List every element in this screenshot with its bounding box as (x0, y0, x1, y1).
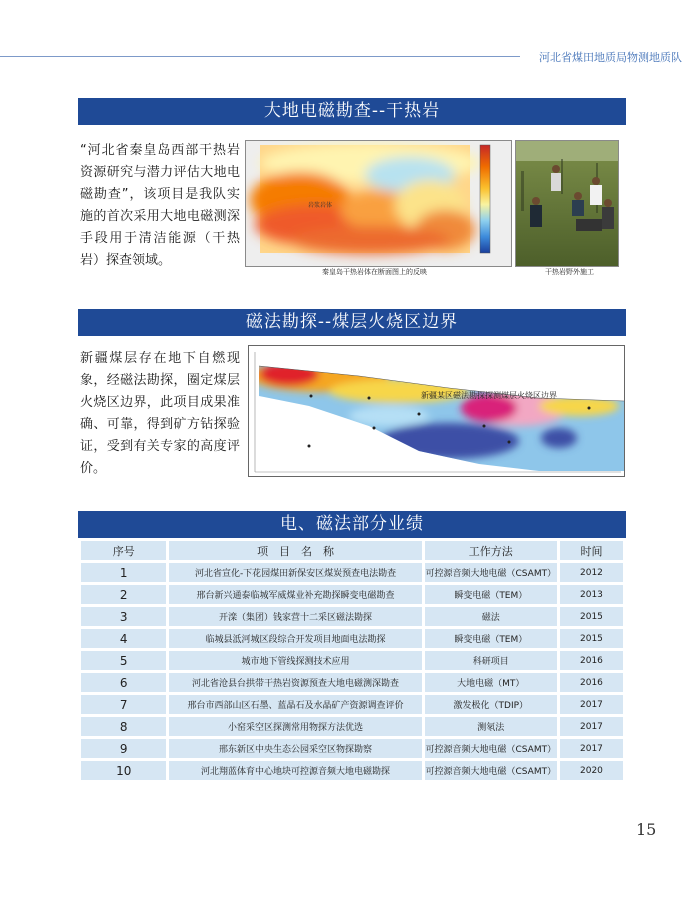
row-method: 磁法 (425, 607, 557, 626)
header-index: 序号 (81, 541, 166, 560)
row-project: 河北省宣化-下花园煤田新保安区煤炭预查电法勘查 (169, 563, 421, 582)
table-row (81, 695, 623, 714)
table-row (81, 629, 623, 648)
row-method: 大地电磁（MT） (425, 673, 557, 692)
row-project: 小窑采空区探测常用物探方法优选 (169, 717, 421, 736)
header-method: 工作方法 (425, 541, 557, 560)
row-project: 邢东新区中央生态公园采空区物探勘察 (169, 739, 421, 758)
row-index: 6 (81, 673, 166, 692)
row-year: 2015 (560, 607, 623, 626)
resistivity-map (246, 141, 511, 266)
row-project: 河北翔蓝体育中心地块可控源音频大地电磁勘探 (169, 761, 421, 780)
table-row (81, 607, 623, 626)
row-index: 4 (81, 629, 166, 648)
org-name: 河北省煤田地质局物测地质队 (539, 51, 682, 64)
section1-title: 大地电磁勘查--干热岩 (78, 98, 626, 125)
row-year: 2017 (560, 739, 623, 758)
row-project: 邢台新兴通泰临城军威煤业补充勘探瞬变电磁勘查 (169, 585, 421, 604)
rock-body-label: 岩浆岩体 (308, 202, 333, 209)
section1-paragraph: “河北省秦皇岛西部干热岩资源研究与潜力评估大地电磁勘查”，该项目是我队实施的首次采用大地电磁测深手段用于清洁能源（干热岩）探查领域。 (80, 143, 240, 268)
photo-caption: 干热岩野外施工 (545, 268, 594, 276)
table-row (81, 563, 623, 582)
header-project: 项 目 名 称 (169, 541, 421, 560)
field-work-photo (515, 140, 619, 267)
row-project: 城市地下管线探测技术应用 (169, 651, 421, 670)
row-method: 可控源音频大地电磁（CSAMT） (425, 563, 557, 582)
row-year: 2017 (560, 717, 623, 736)
row-method: 测氡法 (425, 717, 557, 736)
burn-area-label: 新疆某区磁法勘探探测煤层火烧区边界 (421, 391, 557, 400)
row-project: 临城县泜河城区段综合开发项目地面电法勘探 (169, 629, 421, 648)
row-method: 瞬变电磁（TEM） (425, 629, 557, 648)
header-year: 时间 (560, 541, 623, 560)
row-index: 10 (81, 761, 166, 780)
row-index: 9 (81, 739, 166, 758)
row-method: 瞬变电磁（TEM） (425, 585, 557, 604)
magnetic-survey-figure (248, 345, 625, 477)
row-year: 2013 (560, 585, 623, 604)
magnetic-anomaly-map (249, 346, 624, 476)
resistivity-section-figure (245, 140, 512, 267)
projects-table (78, 538, 626, 783)
row-year: 2016 (560, 651, 623, 670)
section2-title: 磁法勘探--煤层火烧区边界 (78, 309, 626, 336)
table-row (81, 739, 623, 758)
table-row (81, 717, 623, 736)
row-index: 8 (81, 717, 166, 736)
table-row (81, 585, 623, 604)
row-project: 邢台市西部山区石墨、蓝晶石及水晶矿产资源调查评价 (169, 695, 421, 714)
row-project: 开滦（集团）钱家营十二采区磁法勘探 (169, 607, 421, 626)
row-method: 科研项目 (425, 651, 557, 670)
row-index: 1 (81, 563, 166, 582)
table-row (81, 761, 623, 780)
row-method: 可控源音频大地电磁（CSAMT） (425, 761, 557, 780)
section2-paragraph: 新疆煤层存在地下自燃现象，经磁法勘探，圈定煤层火烧区边界，此项目成果准确、可靠，得到矿方钻探验证，受到有关专家的高度评价。 (80, 351, 240, 476)
row-method: 可控源音频大地电磁（CSAMT） (425, 739, 557, 758)
figure1-caption: 秦皇岛干热岩体在断面图上的反映 (322, 268, 427, 276)
section3-title: 电、磁法部分业绩 (78, 511, 626, 538)
row-index: 7 (81, 695, 166, 714)
row-index: 5 (81, 651, 166, 670)
table-header-row (81, 541, 623, 560)
row-year: 2012 (560, 563, 623, 582)
table-row (81, 673, 623, 692)
table-row (81, 651, 623, 670)
row-year: 2015 (560, 629, 623, 648)
row-project: 河北省沧县台拱带干热岩资源预查大地电磁测深勘查 (169, 673, 421, 692)
header-rule (0, 56, 520, 57)
row-index: 3 (81, 607, 166, 626)
row-year: 2020 (560, 761, 623, 780)
page-number: 15 (636, 820, 657, 839)
row-index: 2 (81, 585, 166, 604)
row-year: 2016 (560, 673, 623, 692)
row-method: 激发极化（TDIP） (425, 695, 557, 714)
row-year: 2017 (560, 695, 623, 714)
